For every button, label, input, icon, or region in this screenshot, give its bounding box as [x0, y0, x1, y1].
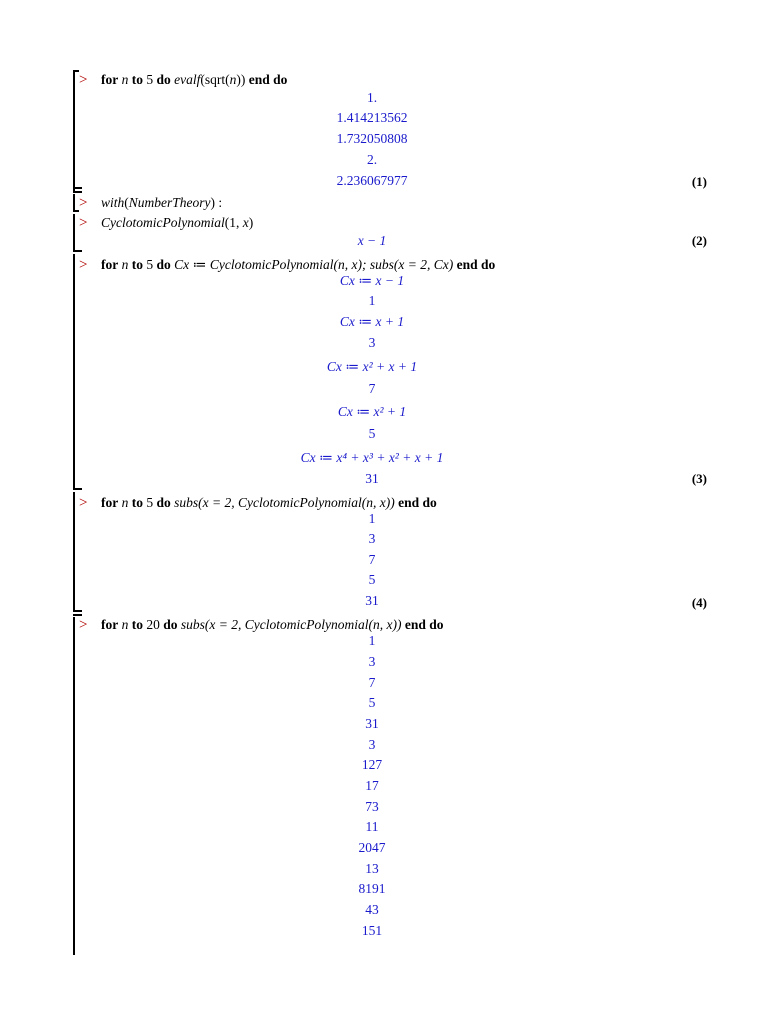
output-value: 43	[365, 902, 379, 917]
loop-body: subs(x = 2, CyclotomicPolynomial(n, x))	[180, 617, 402, 632]
prompt-icon: >	[79, 72, 88, 88]
output-value: x − 1	[357, 233, 387, 248]
fn-name: with	[101, 195, 125, 210]
fn-close: )	[248, 215, 254, 230]
kw-to: to	[131, 617, 143, 632]
output-value: 17	[365, 778, 379, 793]
kw-do: do	[156, 495, 171, 510]
output-value: 1.414213562	[336, 110, 408, 125]
kw-for: for	[101, 257, 119, 272]
output-value: 31	[365, 716, 379, 731]
output-value: 31	[365, 593, 379, 608]
fn-argvar: x	[242, 215, 249, 230]
loop-var: n	[121, 257, 129, 272]
input-line-1[interactable]	[101, 70, 287, 90]
output-value: 8191	[358, 881, 386, 896]
prompt-icon: >	[79, 257, 88, 273]
output-value: 11	[365, 819, 379, 834]
output-value: 3	[368, 737, 376, 752]
fn-arg: NumberTheory	[128, 195, 211, 210]
kw-to: to	[131, 495, 143, 510]
output-value: 1.732050808	[336, 131, 408, 146]
equation-label: (1)	[691, 174, 707, 189]
fn-name: evalf	[174, 72, 201, 87]
kw-end-do: end do	[398, 495, 437, 510]
output-value: 151	[361, 923, 383, 938]
loop-var: n	[121, 495, 129, 510]
kw-end-do: end do	[404, 617, 444, 632]
output-value: Cx ≔ x² + 1	[337, 404, 407, 419]
output-value: 2.236067977	[336, 173, 408, 188]
output-value: 73	[365, 799, 379, 814]
fn-close: ))	[236, 72, 246, 87]
output-value: 1	[368, 293, 376, 308]
statement-terminator: :	[218, 195, 223, 210]
loop-limit: 5	[146, 72, 154, 87]
loop-limit: 5	[146, 495, 154, 510]
equation-label: (4)	[691, 595, 707, 610]
kw-for: for	[101, 617, 119, 632]
output-value: 127	[361, 757, 383, 772]
kw-for: for	[101, 495, 119, 510]
output-value: 5	[368, 572, 376, 587]
output-value: 1.	[366, 90, 378, 105]
prompt-icon: >	[79, 495, 88, 511]
output-value: 3	[368, 531, 376, 546]
output-value: 2.	[366, 152, 378, 167]
fn-argvar: n	[229, 72, 237, 87]
equation-label: (3)	[691, 471, 707, 486]
kw-do: do	[156, 72, 171, 87]
kw-do: do	[156, 257, 171, 272]
loop-body: subs(x = 2, CyclotomicPolynomial(n, x))	[174, 495, 395, 510]
output-value: Cx ≔ x² + x + 1	[326, 359, 418, 374]
prompt-icon: >	[79, 195, 88, 211]
output-value: Cx ≔ x − 1	[339, 273, 405, 288]
output-value: 3	[368, 335, 376, 350]
kw-for: for	[101, 72, 119, 87]
loop-var: n	[121, 617, 129, 632]
kw-end-do: end do	[248, 72, 288, 87]
output-value: 2047	[358, 840, 386, 855]
fn-args: (1,	[224, 215, 243, 230]
output-value: Cx ≔ x + 1	[339, 314, 405, 329]
output-value: 5	[368, 426, 376, 441]
fn-name: CyclotomicPolynomial	[101, 215, 225, 230]
output-value: 7	[368, 381, 376, 396]
output-value: Cx ≔ x⁴ + x³ + x² + x + 1	[300, 450, 444, 465]
input-line-3[interactable]	[101, 213, 253, 233]
loop-limit: 5	[146, 257, 154, 272]
equation-label: (2)	[691, 233, 707, 248]
output-value: 3	[368, 654, 376, 669]
output-value: 1	[368, 633, 376, 648]
output-value: 7	[368, 552, 376, 567]
kw-to: to	[131, 257, 143, 272]
prompt-icon: >	[79, 617, 88, 633]
output-value: 31	[365, 471, 379, 486]
input-line-2[interactable]: with(NumberTheory) :	[101, 195, 223, 210]
output-value: 5	[368, 695, 376, 710]
output-value: 7	[368, 675, 376, 690]
kw-do: do	[163, 617, 178, 632]
kw-to: to	[131, 72, 143, 87]
kw-end-do: end do	[456, 257, 496, 272]
output-value: 13	[365, 861, 379, 876]
loop-var: n	[121, 72, 129, 87]
fn-args: (sqrt(	[200, 72, 230, 87]
loop-limit: 20	[146, 617, 160, 632]
output-value: 1	[368, 511, 376, 526]
prompt-icon: >	[79, 215, 88, 231]
loop-body: Cx ≔ CyclotomicPolynomial(n, x); subs(x = 2, Cx)	[174, 257, 454, 272]
